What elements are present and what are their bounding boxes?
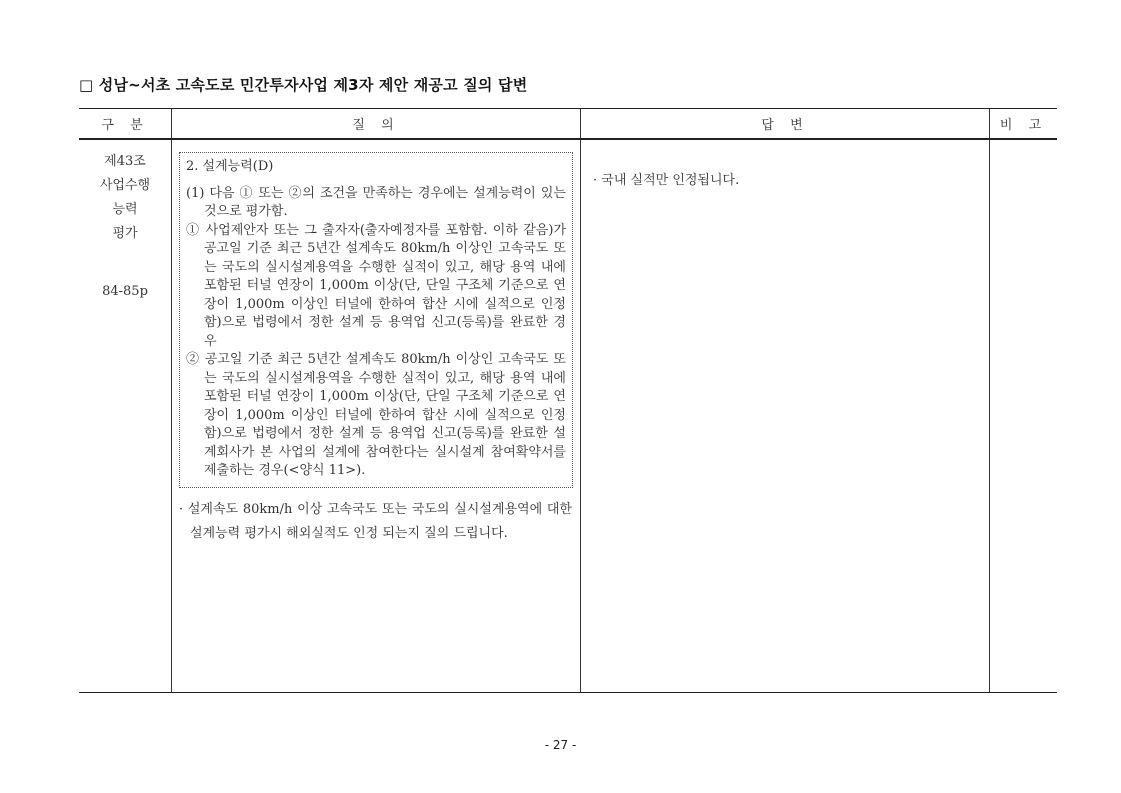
page-title: □ 성남~서초 고속도로 민간투자사업 제3자 제안 재공고 질의 답변 [79, 76, 528, 94]
qa-table [79, 108, 1057, 693]
category-line: 제43조 [104, 154, 146, 169]
header-question: 질 의 [172, 109, 581, 140]
category-line: 능력 [112, 202, 138, 217]
category-line: 평가 [112, 226, 138, 241]
page-number: - 27 - [544, 738, 577, 752]
remark-cell [990, 139, 1058, 693]
clause-heading: 2. 설계능력(D) [186, 159, 274, 174]
question-cell [172, 139, 581, 693]
category-line: 사업수행 [99, 178, 151, 193]
answer-text: · 국내 실적만 인정됩니다. [593, 173, 740, 188]
question-text: · 설계속도 80km/h 이상 고속국도 또는 국도의 실시설계용역에 대한 설계능력 평가시 해외실적도 인정 되는지 질의 드립니다. [179, 501, 572, 541]
clause-item: ② 공고일 기준 최근 5년간 설계속도 80km/h 이상인 고속국도 또는 국도의 실시설계용역을 수행한 실적이 있고, 해당 용역 내에 포함된 터널 연장이 1,000m 이상(단, 단일 구조체 기준으로 연장이 1,000m 이상인 터널에 한하여 합산 시에 실적으로 인정함)으로 법령에서 정한 설계 등 용역업 신고(등록)를 완료한 설계회사가 본 사업의 설계에 참여한다는 실시설계 참여확약서를 제출하는 경우(<양식 11>). [186, 352, 566, 478]
category-cell [79, 139, 172, 693]
answer-cell [581, 139, 990, 693]
page-reference: 84-85p [102, 284, 148, 299]
clause-item: (1) 다음 ① 또는 ②의 조건을 만족하는 경우에는 설계능력이 있는 것으로 평가함. [186, 185, 566, 219]
header-answer: 답 변 [581, 109, 990, 140]
table-header-row [79, 109, 1057, 140]
header-remark: 비 고 [990, 109, 1058, 140]
quoted-clause-box [179, 152, 573, 488]
table-row [79, 139, 1057, 693]
header-category: 구 분 [79, 109, 172, 140]
clause-item: ① 사업제안자 또는 그 출자자(출자예정자를 포함함. 이하 같음)가 공고일 기준 최근 5년간 설계속도 80km/h 이상인 고속국도 또는 국도의 실시설계용역을 수행한 실적이 있고, 해당 용역 내에 포함된 터널 연장이 1,000m 이상(단, 단일 구조체 기준으로 연장이 1,000m 이상인 터널에 한하여 합산 시에 실적으로 인정함)으로 법령에서 정한 설계 등 용역업 신고(등록)를 완료한 경우 [186, 222, 566, 349]
